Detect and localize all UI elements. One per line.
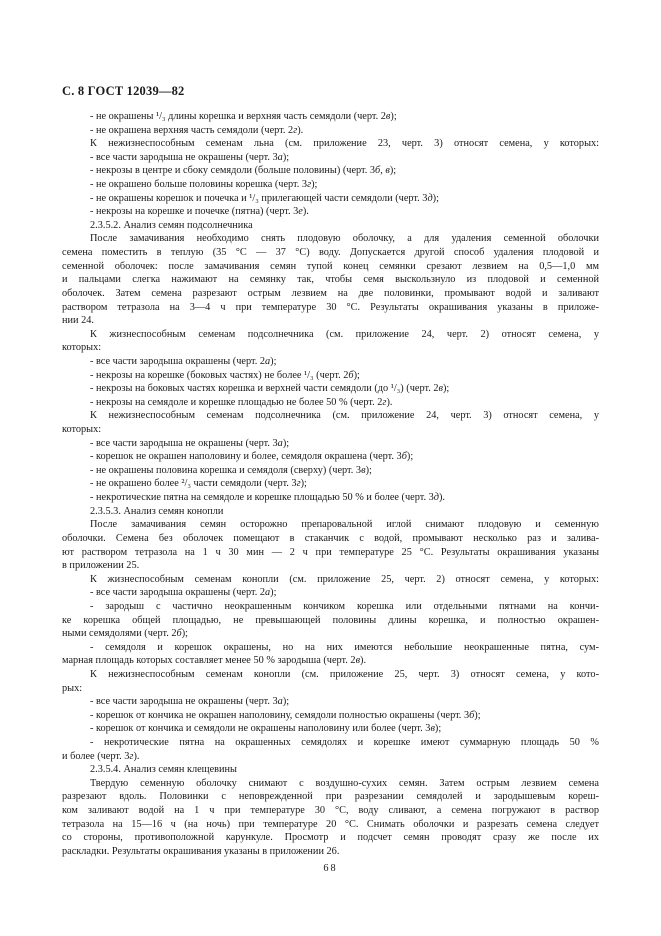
page-number: 68 [323, 863, 338, 874]
text-line: раскладки. Результаты окрашивания указаны в приложении 26. [62, 845, 340, 857]
text-line: - не окрашено больше половины корешка (черт. 3г); [90, 179, 318, 191]
text-line: и более (черт. 3г). [62, 750, 140, 762]
text-line: - не окрашено более ²/₃ части семядоли (черт. 3г); [90, 478, 307, 490]
text-line: К жизнеспособным семенам конопли (см. приложение 25, черт. 2) относят семена, у которых: [90, 573, 599, 585]
document-body [62, 110, 599, 859]
text-line: в приложении 25. [62, 560, 140, 572]
text-line: - некрозы на семядоле и корешке площадью не более 50 % (черт. 2г). [90, 396, 393, 408]
text-line: раствором тетразола на 3—4 ч при температуре 30 °С. Результаты окрашивания указаны в приложе- [62, 301, 599, 313]
text-line: оболочки. Семена без оболочек помещают в стаканчик с водой, промывают несколько раз и залива- [62, 532, 599, 544]
text-line: - некротические пятна на семядоле и корешке площадью 50 % и более (черт. 3д). [90, 492, 446, 504]
text-line: семена поместить в теплую (35 °С — 37 °С) воду. Допускается другой способ удаления плодовой и [62, 247, 599, 259]
text-line: 2.3.5.2. Анализ семян подсолнечника [90, 219, 253, 231]
text-line: тетразола на 15—16 ч (на ночь) при температуре 20 °С. Снимать оболочки и разрезать семена следует [62, 818, 599, 830]
text-line: - не окрашены половина корешка и семядоля (сверху) (черт. 3в); [90, 464, 372, 476]
text-line: которых: [62, 424, 102, 436]
text-line: - все части зародыша не окрашены (черт. 3а); [90, 151, 290, 163]
text-line: - все части зародыша окрашены (черт. 2а); [90, 587, 277, 599]
text-line: ком заливают водой на 1 ч при температуре 30 °С, воду сливают, а семена погружают в раствор [62, 805, 599, 817]
text-line: 2.3.5.3. Анализ семян конопли [90, 505, 224, 517]
text-line: - не окрашены корешок и почечка и ¹/₃ прилегающей части семядоли (черт. 3д); [90, 192, 439, 204]
text-line: - зародыш с частично неокрашенным кончиком корешка или отдельными пятнами на кончи- [90, 600, 599, 612]
text-line: - не окрашены ¹/₃ длины корешка и верхняя часть семядоли (черт. 2в); [90, 111, 397, 122]
text-line: - некрозы на корешке и почечке (пятна) (черт. 3е). [90, 206, 309, 218]
text-line: ными семядолями (черт. 2б); [62, 628, 188, 640]
text-line: - некрозы на корешке (боковых частях) не более ¹/₃ (черт. 2б); [90, 369, 360, 381]
text-line: К нежизнеспособным семенам льна (см. приложение 23, черт. 3) относят семена, у которых: [90, 138, 599, 150]
text-line: со стороны, противоположной карункуле. Просмотр и подсчет семян проводят сразу же после их [62, 832, 599, 844]
text-line: К нежизнеспособным семенам конопли (см. приложение 25, черт. 3) относят семена, у кото- [90, 668, 599, 680]
text-line: - некротические пятна на окрашенных семядолях и корешке имеют суммарную площадь 50 % [90, 737, 599, 749]
text-line: - корешок от кончика не окрашен наполовину, семядоли полностью окрашены (черт. 3б); [90, 709, 481, 721]
text-line: - семядоля и корешок окрашены, но на них имеются небольшие неокрашенные пятна, сум- [90, 641, 599, 653]
text-line: 2.3.5.4. Анализ семян клещевины [90, 764, 237, 776]
text-line: рых: [62, 682, 83, 694]
text-line: Твердую семенную оболочку снимают с воздушно-сухих семян. Затем острым лезвием семена [90, 777, 599, 789]
text-line: После замачивания семян осторожно препаровальной иглой снимают плодовую и семенную [90, 519, 599, 531]
text-line: - все части зародыша не окрашены (черт. 3а); [90, 437, 290, 449]
text-line: и пальцами слегка нажимают на семянку так, чтобы семя выскользнуло из плодовой и семенной [62, 274, 599, 286]
text-line: - некрозы на боковых частях корешка и верхней части семядоли (до ¹/₃) (черт. 2в); [90, 383, 450, 395]
text-line: К жизнеспособным семенам подсолнечника (см. приложение 24, черт. 2) относят семена, у [90, 328, 599, 340]
text-line: ке корешка общей площадью, не превышающей половины длины корешка, и полностью окрашен- [62, 614, 599, 626]
text-line: К нежизнеспособным семенам подсолнечника (см. приложение 24, черт. 3) относят семена, у [90, 410, 599, 422]
text-line: - корешок не окрашен наполовину и более, семядоля окрашена (черт. 3б); [90, 451, 414, 463]
text-line: оболочек. Затем семена разрезают острым лезвием на две половинки, промывают водой и заливают [62, 287, 599, 299]
text-line: - не окрашена верхняя часть семядоли (черт. 2г). [90, 124, 304, 136]
text-line: - все части зародыша не окрашены (черт. 3а); [90, 696, 290, 708]
text-line: семенной оболочек: после замачивания семян тупой конец семянки срезают лезвием на 0,5—1,0 мм [62, 260, 599, 272]
text-line: ют раствором тетразола на 1 ч 30 мин — 2 ч при температуре 25 °С. Результаты окрашивания указаны [62, 546, 599, 558]
text-line: марная площадь которых составляет менее 50 % зародыша (черт. 2в). [62, 655, 367, 667]
text-line: - корешок от кончика и семядоли не окрашены наполовину или более (черт. 3в); [90, 723, 442, 735]
text-line: разрезают вдоль. Половинки с неповрежденной при разрезании семядолей и зародышевым кореш- [62, 791, 599, 803]
text-line: - все части зародыша окрашены (черт. 2а); [90, 355, 277, 367]
page-header: С. 8 ГОСТ 12039—82 [62, 84, 185, 98]
text-line: После замачивания необходимо снять плодовую оболочку, а для удаления семенной оболочки [90, 233, 599, 245]
text-line: нии 24. [62, 315, 94, 327]
text-line: - некрозы в центре и сбоку семядоли (больше половины) (черт. 3б, в); [90, 165, 397, 177]
text-line: которых: [62, 342, 102, 354]
